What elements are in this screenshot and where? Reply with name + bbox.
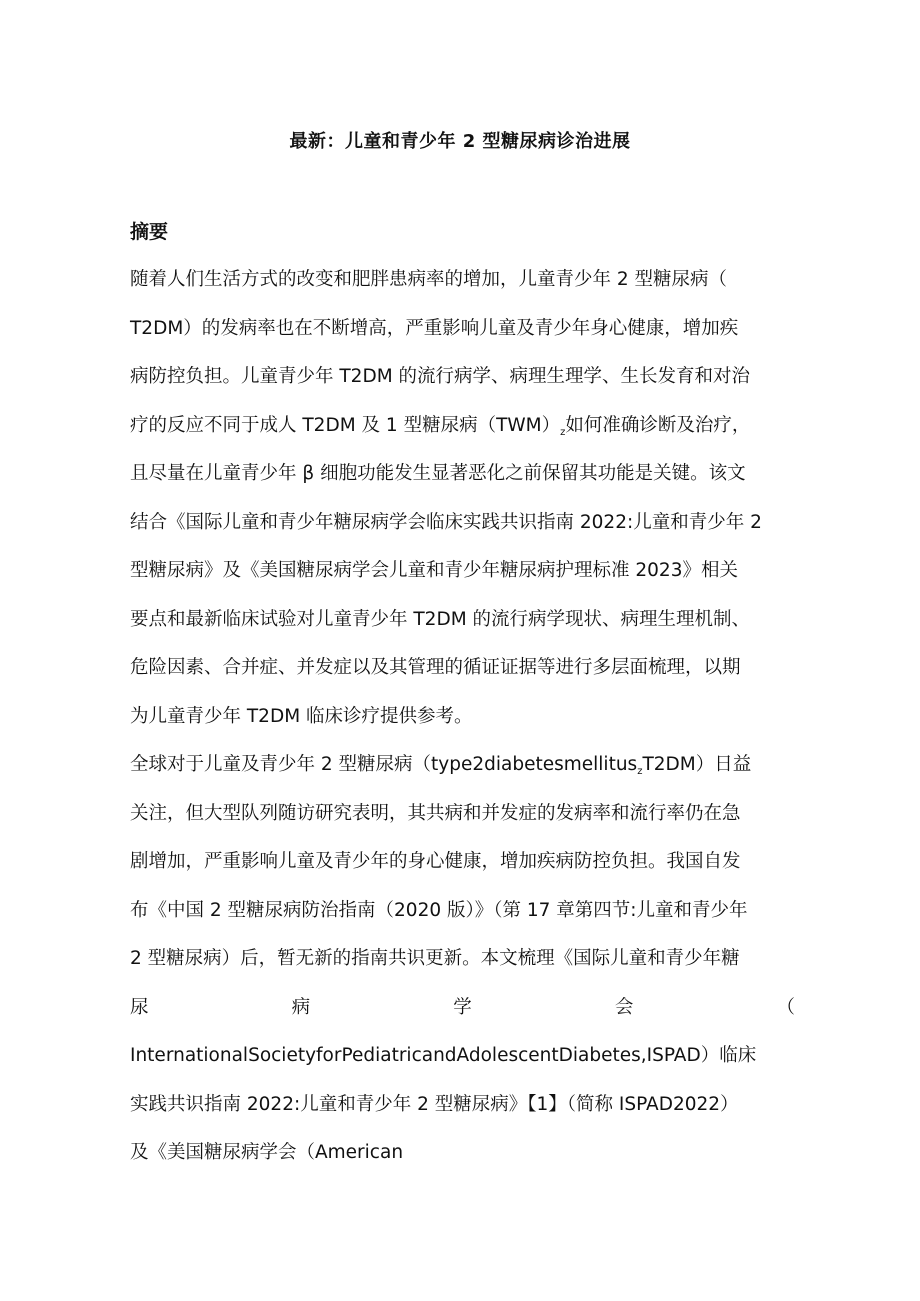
body-line: [130, 741, 800, 790]
body-line: 实践共识指南 2022:儿童和青少年 2 型糖尿病》【1】（简称 ISPAD2022）: [130, 1093, 739, 1115]
abstract-line: 且尽量在儿童青少年 β 细胞功能发生显著恶化之前保留其功能是关键。该文: [130, 463, 746, 484]
body-line: 及《美国糖尿病学会（American: [130, 1142, 404, 1163]
document-title: 最新：儿童和青少年 2 型糖尿病诊治进展: [289, 131, 631, 152]
abstract-line: 要点和最新临床试验对儿童青少年 T2DM 的流行病学现状、病理生理机制、: [130, 608, 751, 630]
subscript-mark: z: [560, 426, 566, 438]
abstract-line-tail: 如何准确诊断及治疗，: [565, 414, 751, 436]
subscript-mark: z: [637, 766, 643, 777]
abstract-line: T2DM）的发病率也在不断增高，严重影响儿童及青少年身心健康，增加疾: [130, 317, 739, 339]
abstract-paragraph: [130, 256, 800, 741]
body-paragraph: [130, 741, 800, 1178]
body-line: 关注，但大型队列随访研究表明，其共病和并发症的发病率和流行率仍在急: [130, 802, 741, 824]
justified-char: （: [776, 996, 795, 1018]
abstract-line: 随着人们生活方式的改变和肥胖患病率的增加，儿童青少年 2 型糖尿病（: [130, 269, 728, 290]
abstract-line: 为儿童青少年 T2DM 临床诊疗提供参考。: [130, 705, 473, 727]
abstract-line: 病防控负担。儿童青少年 T2DM 的流行病学、病理生理学、生长发育和对治: [130, 366, 751, 387]
body-line-tail: T2DM）日益: [642, 754, 752, 775]
abstract-line: 危险因素、合并症、并发症以及其管理的循证证据等进行多层面梳理，以期: [130, 657, 741, 678]
body-line: 布《中国 2 型糖尿病防治指南（2020 版）》（第 17 章第四节:儿童和青少年: [130, 899, 748, 921]
abstract-heading: 摘要: [130, 221, 169, 243]
body-line-justified: [130, 984, 795, 1033]
body-line-text: 全球对于儿童及青少年 2 型糖尿病（type2diabetesmellitus: [130, 754, 638, 775]
abstract-line-text: 疗的反应不同于成人 T2DM 及 1 型糖尿病（TWM）: [130, 414, 561, 436]
justified-char: 学: [453, 996, 472, 1018]
justified-char: 病: [291, 996, 311, 1018]
justified-char: 尿: [130, 996, 149, 1018]
body-line: 2 型糖尿病）后，暂无新的指南共识更新。本文梳理《国际儿童和青少年糖: [130, 948, 740, 969]
body-line: 剧增加，严重影响儿童及青少年的身心健康，增加疾病防控负担。我国自发: [130, 851, 741, 872]
abstract-line: 型糖尿病》及《美国糖尿病学会儿童和青少年糖尿病护理标准 2023》相关: [130, 560, 738, 581]
abstract-line: [130, 402, 800, 451]
justified-char: 会: [614, 996, 634, 1018]
abstract-line: 结合《国际儿童和青少年糖尿病学会临床实践共识指南 2022:儿童和青少年 2: [130, 511, 762, 533]
body-line: InternationalSocietyforPediatricandAdolescentDiabetes,ISPAD）临床: [130, 1045, 757, 1066]
